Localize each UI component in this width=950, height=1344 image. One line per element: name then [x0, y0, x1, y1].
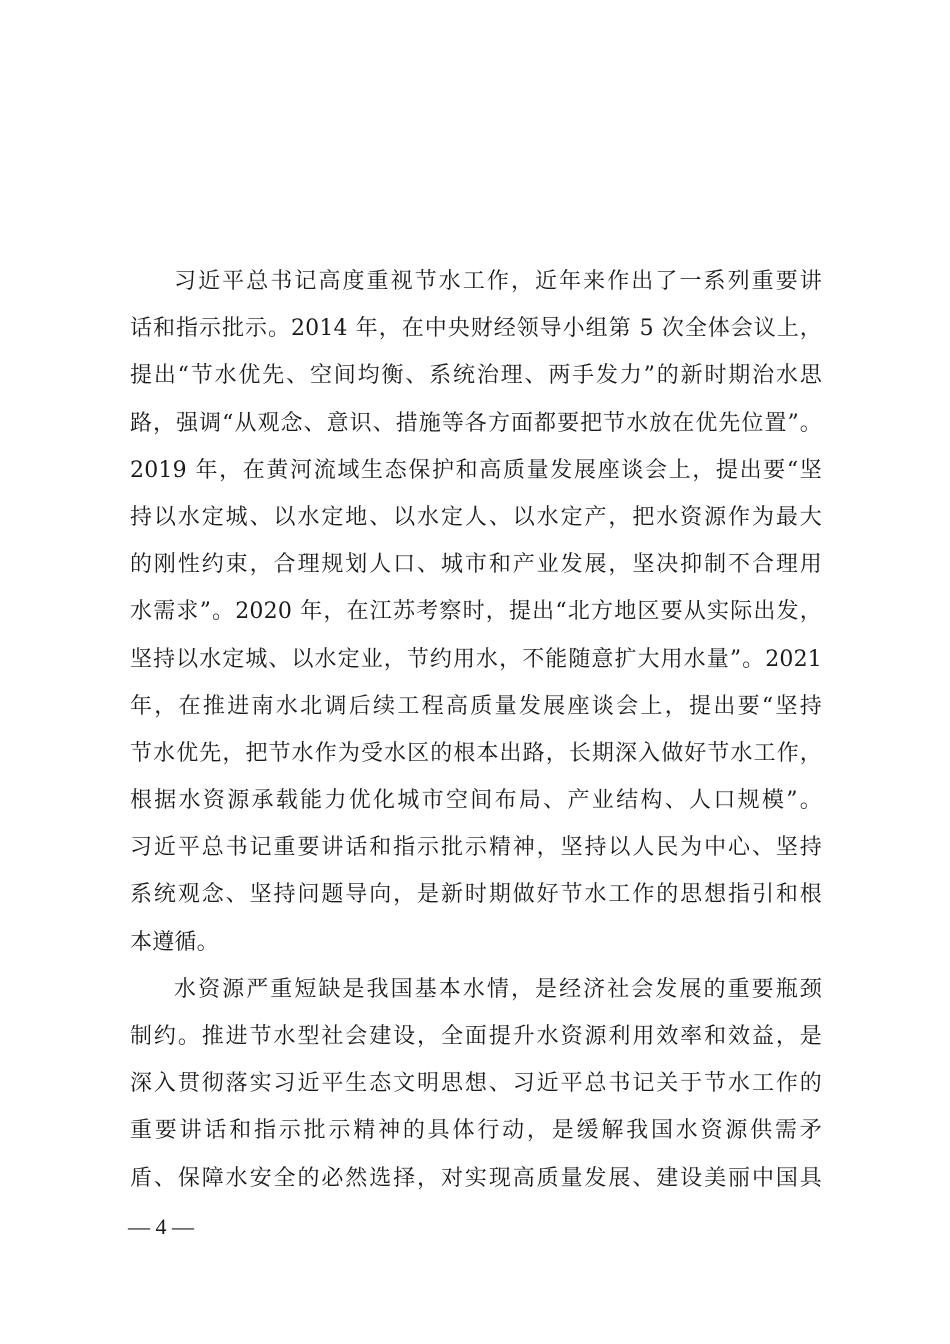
paragraph-1-line-6: 持以水定城、以水定地、以水定人、以水定产，把水资源作为最大 — [130, 504, 822, 530]
paragraph-1-line-2: 话和指示批示。2014 年，在中央财经领导小组第 5 次全体会议上， — [130, 316, 822, 342]
paragraph-2-line-2: 制约。推进节水型社会建设，全面提升水资源利用效率和效益，是 — [130, 1024, 822, 1049]
paragraph-1-line-8: 水需求”。2020 年，在江苏考察时，提出“北方地区要从实际出发， — [130, 599, 822, 625]
paragraph-2-line-3: 深入贯彻落实习近平生态文明思想、习近平总书记关于节水工作的 — [130, 1071, 822, 1097]
paragraph-1-line-9: 坚持以水定城、以水定业，节约用水，不能随意扩大用水量”。2021 — [130, 646, 822, 672]
paragraph-1-line-13: 习近平总书记重要讲话和指示批示精神，坚持以人民为中心、坚持 — [130, 835, 822, 861]
paragraph-1-line-15: 本遵循。 — [130, 929, 219, 955]
paragraph-1-line-14: 系统观念、坚持问题导向，是新时期做好节水工作的思想指引和根 — [130, 882, 822, 908]
paragraph-1-line-7: 的刚性约束，合理规划人口、城市和产业发展，坚决抑制不合理用 — [130, 552, 822, 578]
paragraph-2-line-1: 水资源严重短缺是我国基本水情，是经济社会发展的重要瓶颈 — [174, 976, 822, 1002]
paragraph-2-line-4: 重要讲话和指示批示精神的具体行动，是缓解我国水资源供需矛 — [130, 1118, 822, 1144]
paragraph-1-line-11: 节水优先，把节水作为受水区的根本出路，长期深入做好节水工作， — [130, 740, 822, 766]
paragraph-2-line-5: 盾、保障水安全的必然选择，对实现高质量发展、建设美丽中国具 — [130, 1165, 822, 1191]
paragraph-1-line-4: 路，强调“从观念、意识、措施等各方面都要把节水放在优先位置”。 — [130, 410, 822, 436]
paragraph-1-line-5: 2019 年，在黄河流域生态保护和高质量发展座谈会上，提出要“坚 — [130, 457, 822, 483]
page-number: — 4 — — [128, 1214, 194, 1239]
paragraph-1-line-1: 习近平总书记高度重视节水工作，近年来作出了一系列重要讲 — [174, 269, 822, 294]
paragraph-1-line-12: 根据水资源承载能力优化城市空间布局、产业结构、人口规模”。 — [130, 788, 822, 814]
paragraph-1-line-10: 年，在推进南水北调后续工程高质量发展座谈会上，提出要“坚持 — [130, 693, 822, 719]
body-text — [130, 258, 822, 1202]
paragraph-1-line-3: 提出“节水优先、空间均衡、系统治理、两手发力”的新时期治水思 — [130, 363, 822, 389]
